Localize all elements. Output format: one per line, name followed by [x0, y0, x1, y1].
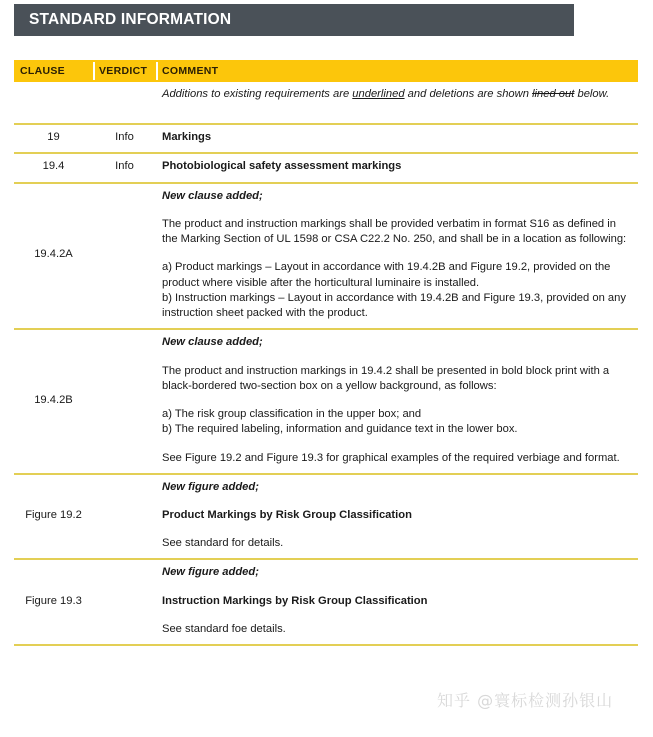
figure-number: Figure 19.2 [14, 474, 93, 560]
legend-text [162, 87, 634, 102]
legend-comment-cell [156, 82, 638, 109]
page-title: STANDARD INFORMATION [29, 11, 232, 28]
clause-number: 19 [14, 124, 93, 153]
spacer-cell-comment [156, 109, 638, 124]
clause-number: 19.4.2B [14, 329, 93, 473]
verdict-value: Info [93, 153, 156, 182]
table-row-figure-19-2 [14, 474, 638, 560]
legend-part1: Additions to existing requirements are [162, 88, 353, 100]
legend-part2: and deletions are shown [404, 88, 533, 100]
spacer-row-1 [14, 109, 638, 124]
clause-paragraph-1: The product and instruction markings shall be provided verbatim in format S16 as defined in the Marking Section of UL 1598 or CSA C22.2 No. 250, and shall be in a location as following: [162, 217, 627, 246]
figure-number: Figure 19.3 [14, 559, 93, 645]
watermark: 知乎 @寰标检测孙银山 [437, 691, 614, 710]
clause-paragraph-1: The product and instruction markings in 19.4.2 shall be presented in bold block print with a black-bordered two-section box on a yellow background, as follows: [162, 364, 610, 392]
spacer-cell-verdict [93, 109, 156, 124]
figure-detail: See standard for details. [162, 537, 284, 550]
verdict-value [93, 183, 156, 330]
table-row-clause-19 [14, 124, 638, 153]
comment-cell [156, 183, 638, 330]
standard-information-header [14, 4, 574, 36]
clause-paragraph-2b: b) The required labeling, information and guidance text in the lower box. [162, 423, 518, 436]
figure-note: New figure added; [162, 566, 259, 579]
clause-number: 19.4 [14, 153, 93, 182]
legend-part3: below. [574, 88, 610, 100]
table-row-clause-19-4-2b [14, 329, 638, 473]
comment-heading: Markings [156, 124, 638, 153]
column-header-clause: CLAUSE [14, 60, 93, 82]
standard-information-table [14, 60, 638, 646]
clause-paragraph-3: See Figure 19.2 and Figure 19.3 for graphical examples of the required verbiage and format. [162, 451, 620, 464]
legend-underlined: underlined [352, 88, 405, 100]
table-header-row [14, 60, 638, 82]
verdict-value: Info [93, 124, 156, 153]
clause-paragraph-2a: a) Product markings – Layout in accordance with 19.4.2B and Figure 19.2, provided on the product where visible after the horticultural luminaire is installed. [162, 261, 611, 289]
comment-cell [156, 329, 638, 473]
clause-note: New clause added; [162, 189, 263, 202]
verdict-value [93, 474, 156, 560]
clause-paragraph-2a: a) The risk group classification in the upper box; and [162, 408, 422, 421]
verdict-value [93, 329, 156, 473]
legend-struck: lined out [532, 88, 575, 100]
table-header [14, 60, 638, 82]
figure-heading: Product Markings by Risk Group Classification [162, 508, 412, 521]
column-header-comment: COMMENT [156, 60, 638, 82]
comment-heading: Photobiological safety assessment markings [156, 153, 638, 182]
table-row-figure-19-3 [14, 559, 638, 645]
table-body [14, 82, 638, 645]
legend-clause-cell [14, 82, 93, 109]
figure-note: New figure added; [162, 480, 259, 493]
figure-heading: Instruction Markings by Risk Group Classification [162, 594, 428, 607]
clause-note: New clause added; [162, 336, 263, 349]
verdict-value [93, 559, 156, 645]
comment-cell [156, 559, 638, 645]
legend-verdict-cell [93, 82, 156, 109]
comment-cell [156, 474, 638, 560]
table-row-legend [14, 82, 638, 109]
table-row-clause-19-4 [14, 153, 638, 182]
clause-number: 19.4.2A [14, 183, 93, 330]
spacer-cell-clause [14, 109, 93, 124]
table-row-clause-19-4-2a [14, 183, 638, 330]
figure-detail: See standard foe details. [162, 622, 286, 635]
column-header-verdict: VERDICT [93, 60, 156, 82]
clause-paragraph-2b: b) Instruction markings – Layout in accordance with 19.4.2B and Figure 19.3, provided on any instruction sheet packed with the product. [162, 291, 626, 320]
